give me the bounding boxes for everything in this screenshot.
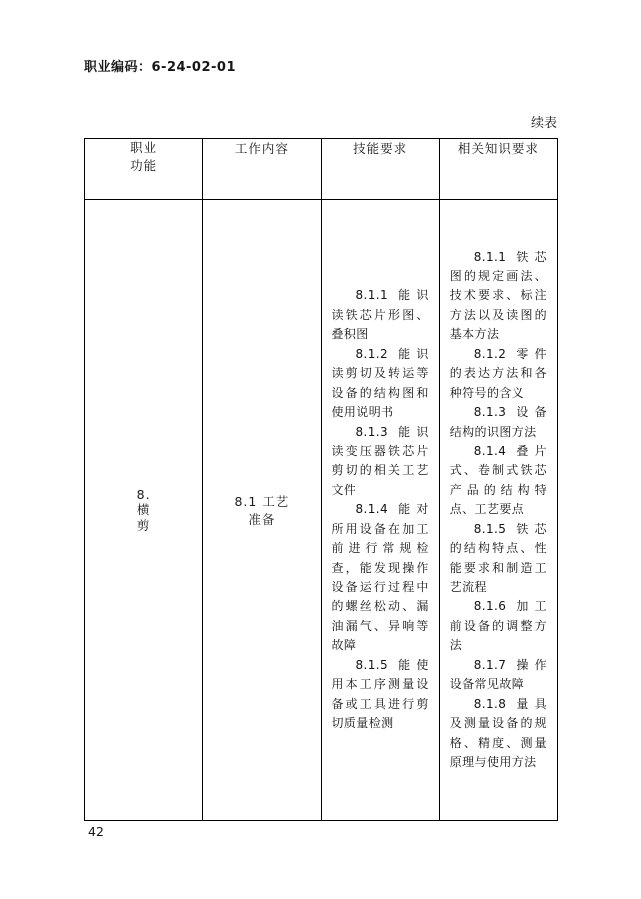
occupational-function-text xyxy=(137,487,151,534)
skill-requirement-item: 8.1.2 能识读剪切及转运等设备的结构图和使用说明书 xyxy=(331,346,429,420)
cell-work-content xyxy=(203,200,321,821)
table-header xyxy=(85,139,558,200)
header-occupational-function xyxy=(85,139,203,200)
knowledge-requirement-item: 8.1.6 加工前设备的调整方法 xyxy=(449,599,547,653)
skill-requirement-item: 8.1.4 能对所用设备在加工前进行常规检查，能发现操作设备运行过程中的螺丝松动、漏油漏气、异响等故障 xyxy=(331,502,429,653)
knowledge-requirement-item: 8.1.1 铁芯图的规定画法、技术要求、标注方法以及读图的基本方法 xyxy=(449,249,547,342)
table-row xyxy=(85,200,558,821)
skill-requirement-item: 8.1.1 能识读铁芯片形图、叠积图 xyxy=(331,288,429,342)
knowledge-requirements-list xyxy=(440,240,557,781)
knowledge-requirement-item: 8.1.2 零件的表达方法和各种符号的含义 xyxy=(449,346,547,400)
occupational-function-number: 8. xyxy=(136,486,151,502)
knowledge-requirement-item: 8.1.5 铁芯的结构特点、性能要求和制造工艺流程 xyxy=(449,521,547,595)
work-content-text xyxy=(234,492,289,528)
header-occupational-function-line1: 职业 xyxy=(130,140,158,155)
knowledge-requirement-item: 8.1.7 操作设备常见故障 xyxy=(449,657,547,692)
header-knowledge-requirements: 相关知识要求 xyxy=(439,139,557,200)
header-work-content: 工作内容 xyxy=(203,139,321,200)
occupation-code: 职业编码：6-24-02-01 xyxy=(84,60,237,75)
work-content-line2: 准备 xyxy=(248,512,276,527)
header-skill-requirements: 技能要求 xyxy=(321,139,439,200)
cell-skill-requirements xyxy=(321,200,439,821)
table-header-row xyxy=(85,139,558,200)
work-content-line1: 8.1 工艺 xyxy=(234,494,290,509)
skill-requirement-item: 8.1.3 能识读变压器铁芯片剪切的相关工艺文件 xyxy=(331,424,429,497)
knowledge-requirement-item: 8.1.4 叠片式、卷制式铁芯产品的结构特点、工艺要点 xyxy=(449,443,547,517)
page-number: 42 xyxy=(88,824,104,839)
occupational-function-char-2: 剪 xyxy=(136,517,151,533)
knowledge-requirement-item: 8.1.8 量具及测量设备的规格、精度、测量原理与使用方法 xyxy=(449,696,547,769)
cell-knowledge-requirements xyxy=(439,200,557,821)
skill-requirements-list xyxy=(322,278,439,741)
knowledge-requirement-item: 8.1.3 设备结构的识图方法 xyxy=(449,405,547,439)
continued-table-label: 续表 xyxy=(530,116,557,131)
skills-table xyxy=(84,138,558,821)
occupational-function-char-1: 横 xyxy=(136,502,151,518)
skill-requirement-item: 8.1.5 能使用本工序测量设备或工具进行剪切质量检测 xyxy=(331,657,429,731)
table-body xyxy=(85,200,558,821)
cell-occupational-function xyxy=(85,200,203,821)
header-occupational-function-line2: 功能 xyxy=(130,158,158,174)
